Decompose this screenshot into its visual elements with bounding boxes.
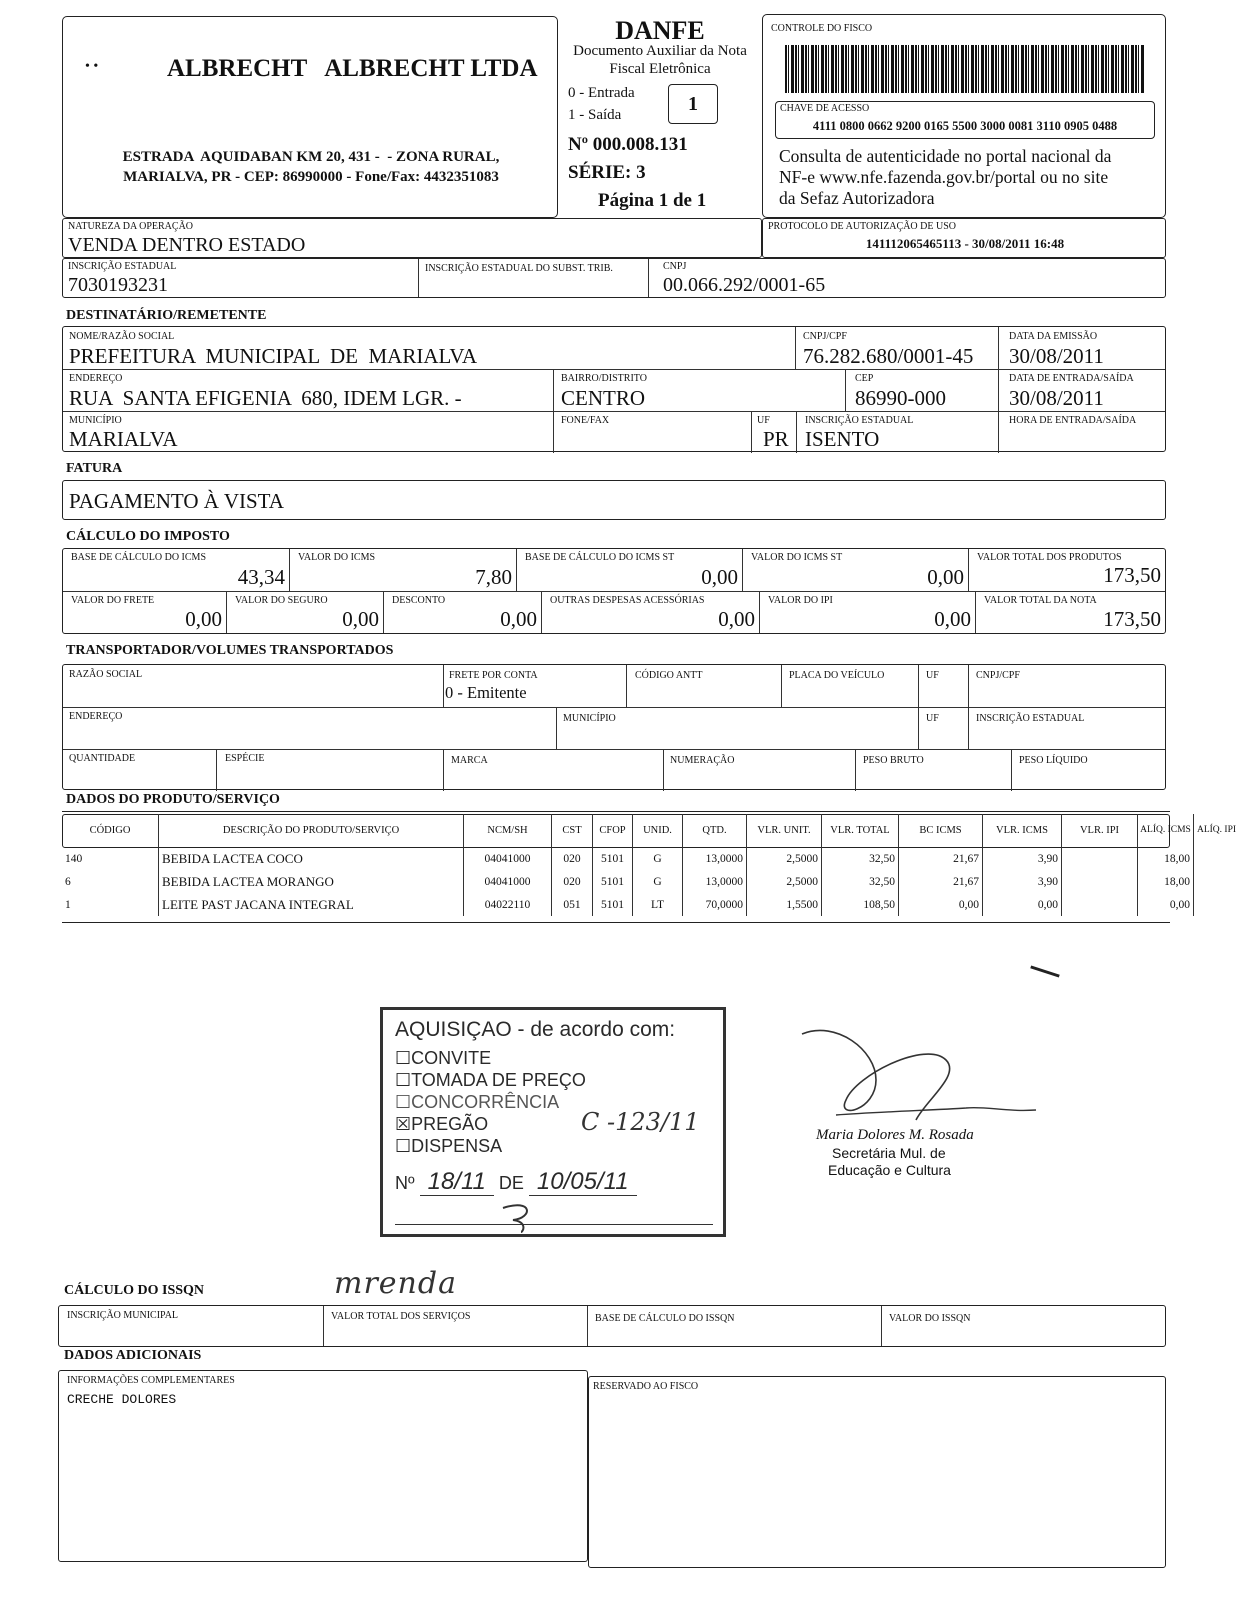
imposto-label: VALOR TOTAL DA NOTA <box>984 595 1097 606</box>
emitter-box <box>62 16 558 218</box>
table-row <box>62 893 1236 916</box>
danfe-tipo: 1 <box>688 93 698 115</box>
natureza-box <box>62 218 762 258</box>
column-header: VLR. UNIT. <box>747 814 822 847</box>
imposto-cell <box>383 591 541 633</box>
ie-label: INSCRIÇÃO ESTADUAL <box>68 261 177 272</box>
stamp-numero: 18/11 <box>420 1168 494 1196</box>
info-text: CRECHE DOLORES <box>67 1392 177 1407</box>
transp-especie-label: ESPÉCIE <box>225 753 265 764</box>
natureza-value: VENDA DENTRO ESTADO <box>68 234 306 256</box>
natureza-label: NATUREZA DA OPERAÇÃO <box>68 221 194 232</box>
checkbox-icon: ☐ <box>395 1136 412 1156</box>
column-header: ALÍQ. ICMS <box>1138 814 1194 847</box>
signature-role1: Secretária Mul. de <box>832 1145 946 1161</box>
imposto-cell <box>968 549 1165 591</box>
imposto-section-title: CÁLCULO DO IMPOSTO <box>66 529 230 544</box>
table-row <box>62 870 1236 893</box>
dest-municipio: MARIALVA <box>69 427 178 451</box>
dest-fone-label: FONE/FAX <box>561 415 610 426</box>
imposto-label: VALOR DO FRETE <box>71 595 155 606</box>
produtos-table <box>62 814 1236 922</box>
stamp-numero-prefix: Nº <box>395 1173 415 1193</box>
chave-box <box>775 101 1155 139</box>
transp-uf2-label: UF <box>926 713 939 724</box>
stamp-data: 10/05/11 <box>529 1168 637 1196</box>
stamp-option-label: CONVITE <box>411 1048 492 1068</box>
column-header: CÓDIGO <box>89 825 131 836</box>
checkbox-checked-icon: ☒ <box>395 1114 412 1134</box>
imposto-cell <box>759 591 975 633</box>
table-cell: 0,00 <box>1138 893 1194 916</box>
ie-value: 7030193231 <box>68 274 168 296</box>
imposto-value: 0,00 <box>718 607 755 631</box>
danfe-block <box>558 16 762 218</box>
danfe-numero: Nº 000.008.131 <box>568 134 688 155</box>
imposto-label: BASE DE CÁLCULO DO ICMS ST <box>525 552 675 563</box>
transp-endereco-label: ENDEREÇO <box>69 711 123 722</box>
divider <box>998 369 999 453</box>
ie-st-label: INSCRIÇÃO ESTADUAL DO SUBST. TRIB. <box>425 263 613 274</box>
dest-cnpj-label: CNPJ/CPF <box>803 331 847 342</box>
divider <box>63 707 1165 708</box>
stamp-option-tomada <box>395 1070 586 1091</box>
imposto-label: DESCONTO <box>392 595 446 606</box>
checkbox-icon: ☐ <box>395 1070 412 1090</box>
checkbox-icon: ☐ <box>395 1048 412 1068</box>
imposto-label: VALOR DO ICMS ST <box>751 552 843 563</box>
dest-cep-label: CEP <box>855 373 874 384</box>
protocolo-label: PROTOCOLO DE AUTORIZAÇÃO DE USO <box>768 221 956 232</box>
issqn-im-label: INSCRIÇÃO MUNICIPAL <box>67 1310 179 1321</box>
column-header: VLR. TOTAL <box>822 814 899 847</box>
divider <box>418 259 419 297</box>
dest-municipio-label: MUNICÍPIO <box>69 415 122 426</box>
consulta-line3: da Sefaz Autorizadora <box>779 188 935 208</box>
divider <box>63 749 1165 750</box>
divider <box>663 749 664 791</box>
transp-uf-label: UF <box>926 670 939 681</box>
imposto-label: OUTRAS DESPESAS ACESSÓRIAS <box>550 595 705 606</box>
stamp-rubric <box>493 1198 543 1234</box>
imposto-label: VALOR TOTAL DOS PRODUTOS <box>977 552 1122 563</box>
divider <box>881 1306 882 1346</box>
produtos-section-title: DADOS DO PRODUTO/SERVIÇO <box>66 792 280 807</box>
imposto-cell <box>289 549 516 591</box>
column-header: VLR. ICMS <box>983 814 1062 847</box>
table-cell: 051 <box>552 893 593 916</box>
dest-nome-label: NOME/RAZÃO SOCIAL <box>69 331 175 342</box>
table-cell: 3,90 <box>983 870 1062 893</box>
stamp-option-convite <box>395 1048 491 1069</box>
dest-uf: PR <box>763 427 789 451</box>
table-cell: BEBIDA LACTEA COCO <box>159 847 464 870</box>
divider <box>556 707 557 749</box>
table-cell: 6 <box>65 875 71 888</box>
table-cell: 140 <box>65 852 83 865</box>
table-cell: 04041000 <box>464 870 552 893</box>
divider <box>751 411 752 453</box>
transp-peso-bruto-label: PESO BRUTO <box>863 755 924 766</box>
stamp-signature-line <box>395 1224 713 1225</box>
divider <box>918 665 919 707</box>
divider <box>1011 749 1012 791</box>
dest-endereco-label: ENDEREÇO <box>69 373 123 384</box>
imposto-value: 0,00 <box>185 607 222 631</box>
table-header-row <box>62 814 1236 847</box>
imposto-value: 0,00 <box>934 607 971 631</box>
table-cell: 70,0000 <box>683 893 747 916</box>
danfe-entrada: 0 - Entrada <box>568 85 635 101</box>
table-cell: 32,50 <box>822 870 899 893</box>
adicionais-section-title: DADOS ADICIONAIS <box>64 1348 202 1363</box>
imposto-cell <box>516 549 742 591</box>
table-cell <box>1194 870 1236 893</box>
stray-mark <box>1030 965 1059 977</box>
dest-cep: 86990-000 <box>855 386 946 410</box>
table-cell: 0,00 <box>983 893 1062 916</box>
cnpj-label: CNPJ <box>663 261 687 272</box>
divider <box>795 327 796 369</box>
dest-entrada-saida-label: DATA DE ENTRADA/SAÍDA <box>1009 373 1134 384</box>
reservado-label: RESERVADO AO FISCO <box>593 1381 699 1392</box>
chave-label: CHAVE DE ACESSO <box>780 103 870 114</box>
stamp-numero-line <box>395 1168 637 1196</box>
table-cell: 2,5000 <box>747 847 822 870</box>
danfe-saida: 1 - Saída <box>568 107 622 123</box>
fatura-text: PAGAMENTO À VISTA <box>69 489 284 513</box>
dest-hora-label: HORA DE ENTRADA/SAÍDA <box>1009 415 1137 426</box>
imposto-cell <box>226 591 383 633</box>
table-cell: LEITE PAST JACANA INTEGRAL <box>159 893 464 916</box>
transp-cnpj-label: CNPJ/CPF <box>976 670 1020 681</box>
divider <box>587 1306 588 1346</box>
fatura-box <box>62 480 1166 520</box>
divider <box>626 665 627 707</box>
column-header: CST <box>552 814 593 847</box>
signature-scribble <box>796 1020 1056 1130</box>
table-cell: 5101 <box>593 870 633 893</box>
imposto-box <box>62 548 1166 634</box>
emitter-logo-marks: • • <box>85 59 99 74</box>
imposto-cell <box>63 591 226 633</box>
imposto-value: 173,50 <box>1103 607 1161 631</box>
imposto-cell <box>742 549 968 591</box>
table-cell: LT <box>633 893 683 916</box>
destinatario-section-title: DESTINATÁRIO/REMETENTE <box>66 308 267 323</box>
table-cell: 2,5000 <box>747 870 822 893</box>
transp-frete: 0 - Emitente <box>445 683 527 702</box>
divider <box>323 1306 324 1346</box>
stamp-option-pregao <box>395 1114 488 1135</box>
danfe-subtitle1: Documento Auxiliar da Nota <box>573 43 747 59</box>
table-cell <box>1194 893 1236 916</box>
column-header: BC ICMS <box>899 814 983 847</box>
dest-emissao-label: DATA DA EMISSÃO <box>1009 331 1098 342</box>
divider <box>845 369 846 411</box>
dest-emissao: 30/08/2011 <box>1009 344 1104 368</box>
imposto-value: 0,00 <box>342 607 379 631</box>
dest-nome: PREFEITURA MUNICIPAL DE MARIALVA <box>69 344 478 368</box>
barcode <box>785 45 1145 93</box>
signature-role2: Educação e Cultura <box>828 1162 951 1178</box>
table-cell: 020 <box>552 847 593 870</box>
protocolo-box <box>762 218 1166 258</box>
imposto-value: 43,34 <box>237 565 285 589</box>
transportador-section-title: TRANSPORTADOR/VOLUMES TRANSPORTADOS <box>66 643 394 658</box>
dest-ie: ISENTO <box>805 427 880 451</box>
table-cell: 13,0000 <box>683 870 747 893</box>
transp-frete-label: FRETE POR CONTA <box>449 670 538 681</box>
table-cell: 13,0000 <box>683 847 747 870</box>
info-label: INFORMAÇÕES COMPLEMENTARES <box>67 1375 235 1386</box>
divider <box>968 665 969 749</box>
table-cell <box>1062 847 1138 870</box>
imposto-value: 0,00 <box>927 565 964 589</box>
transportador-box <box>62 664 1166 790</box>
table-cell: 04022110 <box>464 893 552 916</box>
divider <box>855 749 856 791</box>
chave-acesso: 4111 0800 0662 9200 0165 5500 3000 0081 3110 0905 0488 <box>812 119 1118 133</box>
transp-razao-label: RAZÃO SOCIAL <box>69 669 143 680</box>
imposto-cell <box>975 591 1165 633</box>
dest-bairro: CENTRO <box>561 386 645 410</box>
stamp-option-dispensa <box>395 1136 502 1157</box>
danfe-serie: SÉRIE: 3 <box>568 162 646 183</box>
table-cell: 04041000 <box>464 847 552 870</box>
table-cell: 020 <box>552 870 593 893</box>
imposto-value: 0,00 <box>701 565 738 589</box>
dest-cnpj: 76.282.680/0001-45 <box>803 344 974 368</box>
aquisicao-stamp <box>380 1007 726 1237</box>
issqn-base-label: BASE DE CÁLCULO DO ISSQN <box>595 1313 735 1324</box>
transp-quantidade-label: QUANTIDADE <box>69 753 136 764</box>
imposto-cell <box>541 591 759 633</box>
column-header: NCM/SH <box>464 814 552 847</box>
emitter-address-line1: ESTRADA AQUIDABAN KM 20, 431 - - ZONA RURAL, <box>122 149 500 165</box>
table-cell: 3,90 <box>983 847 1062 870</box>
stamp-handwritten-mark: C -123/11 <box>581 1108 700 1136</box>
table-cell: 18,00 <box>1138 870 1194 893</box>
stamp-option-label: TOMADA DE PREÇO <box>411 1070 586 1090</box>
divider <box>443 749 444 791</box>
stamp-de: DE <box>498 1173 524 1193</box>
emitter-address-line2: MARIALVA, PR - CEP: 86990000 - Fone/Fax: 4432351083 <box>123 169 499 185</box>
table-cell: G <box>633 870 683 893</box>
table-cell <box>1194 847 1236 870</box>
table-cell: G <box>633 847 683 870</box>
table-cell: 21,67 <box>899 870 983 893</box>
stamp-option-label: DISPENSA <box>411 1136 503 1156</box>
fisco-box <box>762 14 1166 218</box>
checkbox-icon: ☐ <box>395 1092 412 1112</box>
column-header: ALÍQ. IPI <box>1194 814 1236 847</box>
stamp-option-concorrencia <box>395 1092 559 1113</box>
destinatario-box <box>62 326 1166 452</box>
produtos-grid <box>62 814 1236 916</box>
consulta-line1: Consulta de autenticidade no portal nacional da <box>779 146 1112 166</box>
column-header: QTD. <box>683 814 747 847</box>
transp-ie-label: INSCRIÇÃO ESTADUAL <box>976 713 1085 724</box>
divider <box>443 665 444 707</box>
consulta-line2: NF-e www.nfe.fazenda.gov.br/portal ou no site <box>779 167 1109 187</box>
info-complementares-box <box>58 1370 588 1562</box>
divider <box>781 665 782 707</box>
transp-placa-label: PLACA DO VEÍCULO <box>789 670 885 681</box>
table-cell: 18,00 <box>1138 847 1194 870</box>
table-cell: 21,67 <box>899 847 983 870</box>
divider <box>796 411 797 453</box>
danfe-tipo-box <box>668 84 718 124</box>
divider <box>918 707 919 749</box>
controle-fisco-label: CONTROLE DO FISCO <box>771 23 873 34</box>
table-row <box>62 847 1236 870</box>
imposto-value: 173,50 <box>1103 563 1161 587</box>
table-cell: 0,00 <box>899 893 983 916</box>
divider <box>63 411 1165 412</box>
divider <box>216 749 217 791</box>
transp-antt-label: CÓDIGO ANTT <box>635 670 703 681</box>
imposto-cell <box>63 549 289 591</box>
danfe-title: DANFE <box>615 16 705 45</box>
table-cell: 1 <box>65 898 71 911</box>
danfe-pagina: Página 1 de 1 <box>598 190 707 211</box>
imposto-label: BASE DE CÁLCULO DO ICMS <box>71 552 207 563</box>
imposto-label: VALOR DO SEGURO <box>235 595 328 606</box>
dest-bairro-label: BAIRRO/DISTRITO <box>561 373 647 384</box>
table-cell: BEBIDA LACTEA MORANGO <box>159 870 464 893</box>
column-header: VLR. IPI <box>1062 814 1138 847</box>
divider <box>998 327 999 369</box>
stamp-title: AQUISIÇAO - de acordo com: <box>395 1018 676 1041</box>
transp-marca-label: MARCA <box>451 755 488 766</box>
issqn-servicos-label: VALOR TOTAL DOS SERVIÇOS <box>331 1311 471 1322</box>
table-cell: 32,50 <box>822 847 899 870</box>
dest-entrada-saida: 30/08/2011 <box>1009 386 1104 410</box>
table-cell <box>1062 893 1138 916</box>
transp-municipio-label: MUNICÍPIO <box>563 713 616 724</box>
imposto-value: 0,00 <box>500 607 537 631</box>
dest-ie-label: INSCRIÇÃO ESTADUAL <box>805 415 914 426</box>
table-cell: 5101 <box>593 847 633 870</box>
emitter-name: ALBRECHT ALBRECHT LTDA <box>167 55 538 82</box>
protocolo-value: 141112065465113 - 30/08/2011 16:48 <box>865 236 1065 251</box>
fatura-section-title: FATURA <box>66 461 123 476</box>
issqn-handwritten-note: mrenda <box>334 1266 457 1301</box>
dest-endereco: RUA SANTA EFIGENIA 680, IDEM LGR. - <box>69 386 462 410</box>
stamp-option-label: PREGÃO <box>411 1114 489 1134</box>
issqn-box <box>58 1305 1166 1347</box>
dest-uf-label: UF <box>757 415 770 426</box>
imposto-label: VALOR DO ICMS <box>298 552 376 563</box>
issqn-section-title: CÁLCULO DO ISSQN <box>64 1283 205 1298</box>
danfe-subtitle2: Fiscal Eletrônica <box>609 61 711 77</box>
imposto-label: VALOR DO IPI <box>768 595 833 606</box>
column-header: DESCRIÇÃO DO PRODUTO/SERVIÇO <box>159 814 464 847</box>
stamp-option-label: CONCORRÊNCIA <box>411 1092 560 1112</box>
reservado-fisco-box <box>588 1376 1166 1568</box>
divider <box>63 369 1165 370</box>
signature-name: Maria Dolores M. Rosada <box>816 1127 974 1143</box>
table-cell: 1,5500 <box>747 893 822 916</box>
issqn-valor-label: VALOR DO ISSQN <box>889 1313 971 1324</box>
divider <box>553 369 554 453</box>
transp-numeracao-label: NUMERAÇÃO <box>670 755 735 766</box>
imposto-value: 7,80 <box>475 565 512 589</box>
cnpj-value: 00.066.292/0001-65 <box>663 274 826 296</box>
table-cell <box>1062 870 1138 893</box>
divider <box>648 259 649 297</box>
column-header: CFOP <box>593 814 633 847</box>
table-cell: 108,50 <box>822 893 899 916</box>
table-cell: 5101 <box>593 893 633 916</box>
ie-row <box>62 258 1166 298</box>
transp-peso-liquido-label: PESO LÍQUIDO <box>1019 755 1088 766</box>
column-header: UNID. <box>633 814 683 847</box>
